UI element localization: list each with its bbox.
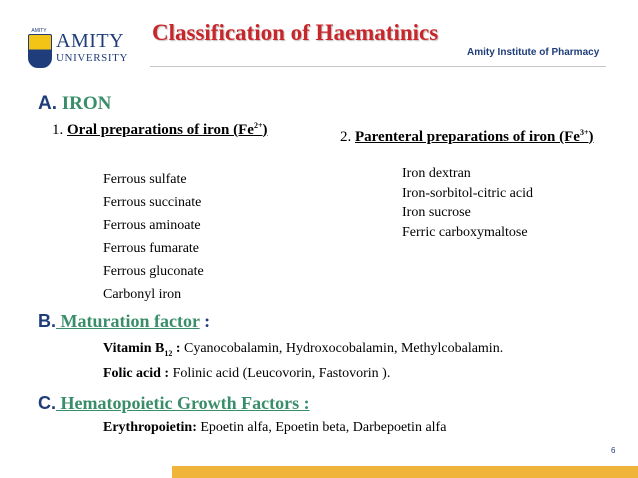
vitamin-b12-line [103,341,503,358]
section-c-letter: C. [38,393,56,413]
vitamin-subscript: 12 [164,348,173,358]
institute-name: Amity Institute of Pharmacy [467,47,600,58]
parenteral-preparations-heading [340,128,594,146]
oral-iron-list [103,168,204,306]
list-item: Ferrous fumarate [103,241,200,256]
oral-charge: 2+ [253,121,263,130]
header-divider [150,66,606,67]
section-a-heading [38,93,111,115]
oral-preparations-heading [52,121,268,139]
page-number: 6 [611,446,616,455]
vitamin-text: Cyanocobalamin, Hydroxocobalamin, Methylcobalamin. [184,341,504,356]
parenteral-charge: 3+ [579,128,589,137]
list-item: Iron dextran [402,166,471,181]
logo-amity-text: AMITY [56,30,125,52]
folic-label: Folic acid : [103,366,170,381]
crest-text: AMITY [31,28,47,34]
list-item: Iron sucrose [402,205,471,220]
crest-icon [28,34,52,68]
section-b-name: Maturation factor [60,311,200,331]
oral-label: Oral preparations of iron $(Fe^{2+})$ [67,121,268,138]
list-item: Ferrous aminoate [103,218,201,233]
folic-text: Folinic acid (Leucovorin, Fastovorin ). [172,366,391,381]
erythropoietin-line [103,420,446,436]
list-item: Ferrous gluconate [103,264,204,279]
slide-title: Classification of Haematinics [152,20,439,45]
list-item: Ferric carboxymaltose [402,224,528,240]
section-c-name: Hematopoietic Growth Factors : [60,393,310,413]
footer-accent-bar [172,466,638,478]
amity-logo [28,28,140,70]
parenteral-iron-list [402,164,533,242]
section-b-colon: : [204,311,211,331]
section-a-name: IRON [61,93,112,114]
parenteral-prefix: 2. [340,129,352,145]
erythropoietin-text: Epoetin alfa, Epoetin beta, Darbepoetin alfa [200,420,447,435]
list-item: Iron-sorbitol-citric acid [402,185,534,201]
list-item: Ferrous sulfate [103,172,187,187]
folic-acid-line [103,366,390,382]
logo-university-text: UNIVERSITY [56,52,128,64]
list-item: Ferrous succinate [103,195,202,210]
erythropoietin-label: Erythropoietin: [103,420,197,435]
oral-prefix: 1. [52,122,64,138]
parenteral-label: Parenteral preparations of iron $(Fe^{3+})$ [355,128,594,145]
section-b-letter: B. [38,311,56,331]
section-a-letter: A. [38,93,57,114]
vitamin-label: Vitamin $B_{12}$ : [103,341,181,358]
section-b-heading [38,311,210,332]
list-item: Carbonyl iron [103,287,182,302]
section-c-heading [38,393,310,414]
